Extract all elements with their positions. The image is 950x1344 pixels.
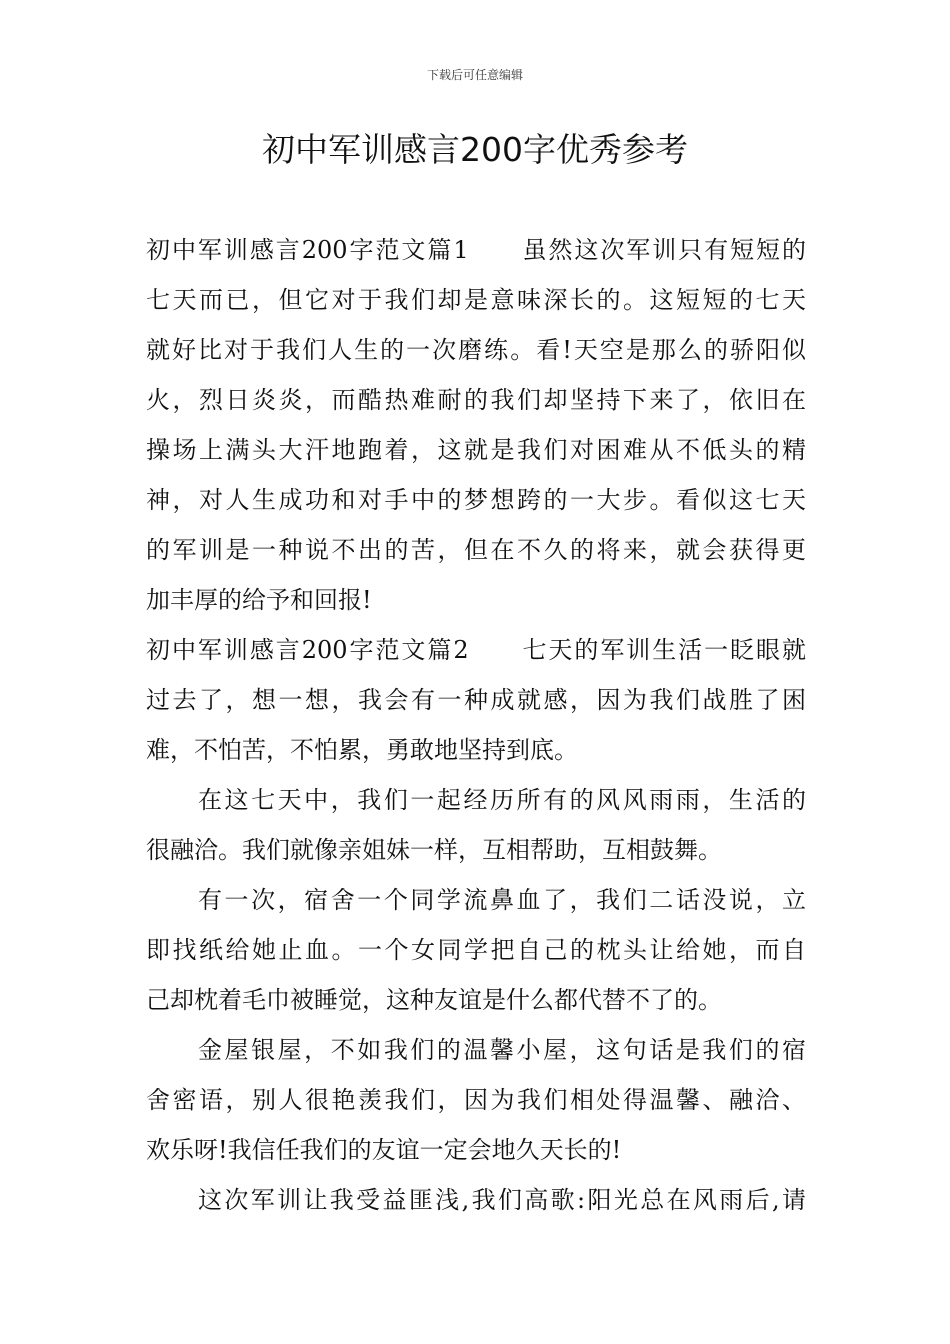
text-line: 过去了，想一想，我会有一种成就感，因为我们战胜了困 xyxy=(146,686,806,714)
text-line: 初中军训感言200字范文篇1 虽然这次军训只有短短的 xyxy=(146,236,806,264)
header-note: 下载后可任意编辑 xyxy=(426,68,523,82)
text-line: 加丰厚的给予和回报! xyxy=(146,586,372,614)
text-line: 金屋银屋，不如我们的温馨小屋，这句话是我们的宿 xyxy=(198,1036,806,1064)
text-line: 初中军训感言200字范文篇2 七天的军训生活一眨眼就 xyxy=(146,636,806,664)
text-line: 七天而已，但它对于我们却是意味深长的。这短短的七天 xyxy=(146,286,806,314)
document-body xyxy=(146,225,806,1225)
text-line: 火，烈日炎炎，而酷热难耐的我们却坚持下来了，依旧在 xyxy=(146,386,806,414)
text-line: 己却枕着毛巾被睡觉，这种友谊是什么都代替不了的。 xyxy=(146,986,722,1014)
text-line: 在这七天中，我们一起经历所有的风风雨雨，生活的 xyxy=(198,786,806,814)
document-title: 初中军训感言200字优秀参考 xyxy=(262,130,688,169)
text-line: 就好比对于我们人生的一次磨练。看!天空是那么的骄阳似 xyxy=(146,336,806,364)
text-line: 操场上满头大汗地跑着，这就是我们对困难从不低头的精 xyxy=(146,436,806,464)
text-line: 欢乐呀!我信任我们的友谊一定会地久天长的! xyxy=(146,1136,622,1164)
text-line: 舍密语，别人很艳羡我们，因为我们相处得温馨、融洽、 xyxy=(146,1086,806,1114)
text-line: 的军训是一种说不出的苦，但在不久的将来，就会获得更 xyxy=(146,536,806,564)
text-line: 神，对人生成功和对手中的梦想跨的一大步。看似这七天 xyxy=(146,486,806,514)
text-line: 有一次，宿舍一个同学流鼻血了，我们二话没说，立 xyxy=(198,886,806,914)
text-line: 很融洽。我们就像亲姐妹一样，互相帮助，互相鼓舞。 xyxy=(146,836,722,864)
text-line: 即找纸给她止血。一个女同学把自己的枕头让给她，而自 xyxy=(146,936,806,964)
text-line: 这次军训让我受益匪浅,我们高歌:阳光总在风雨后,请 xyxy=(198,1186,806,1214)
text-line: 难，不怕苦，不怕累，勇敢地坚持到底。 xyxy=(146,736,578,764)
